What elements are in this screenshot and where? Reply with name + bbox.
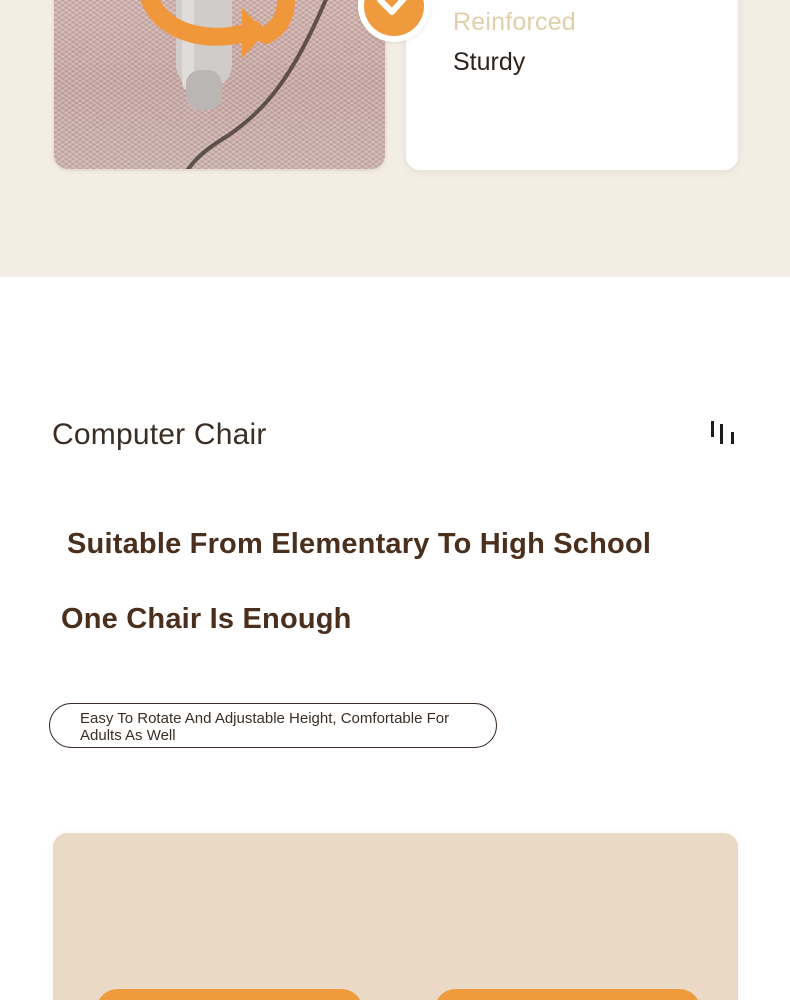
feature-pill: Easy To Rotate And Adjustable Height, Comfortable For Adults As Well [49,703,497,748]
option-button-right[interactable] [434,989,701,1000]
feature-subtitle: Sturdy [453,48,526,76]
option-button-left[interactable] [96,989,363,1000]
headline-one-chair: One Chair Is Enough [61,603,352,635]
bars-icon[interactable] [708,420,738,444]
rotate-arrow-icon [54,0,385,169]
chair-caster-photo [54,0,385,169]
check-icon [358,0,430,42]
feature-title: Reinforced [453,8,576,36]
feature-band [0,0,790,277]
headline-school-range: Suitable From Elementary To High School [67,528,652,560]
comparison-card [53,833,738,1000]
section-title: Computer Chair [52,418,267,451]
check-badge [358,0,430,42]
